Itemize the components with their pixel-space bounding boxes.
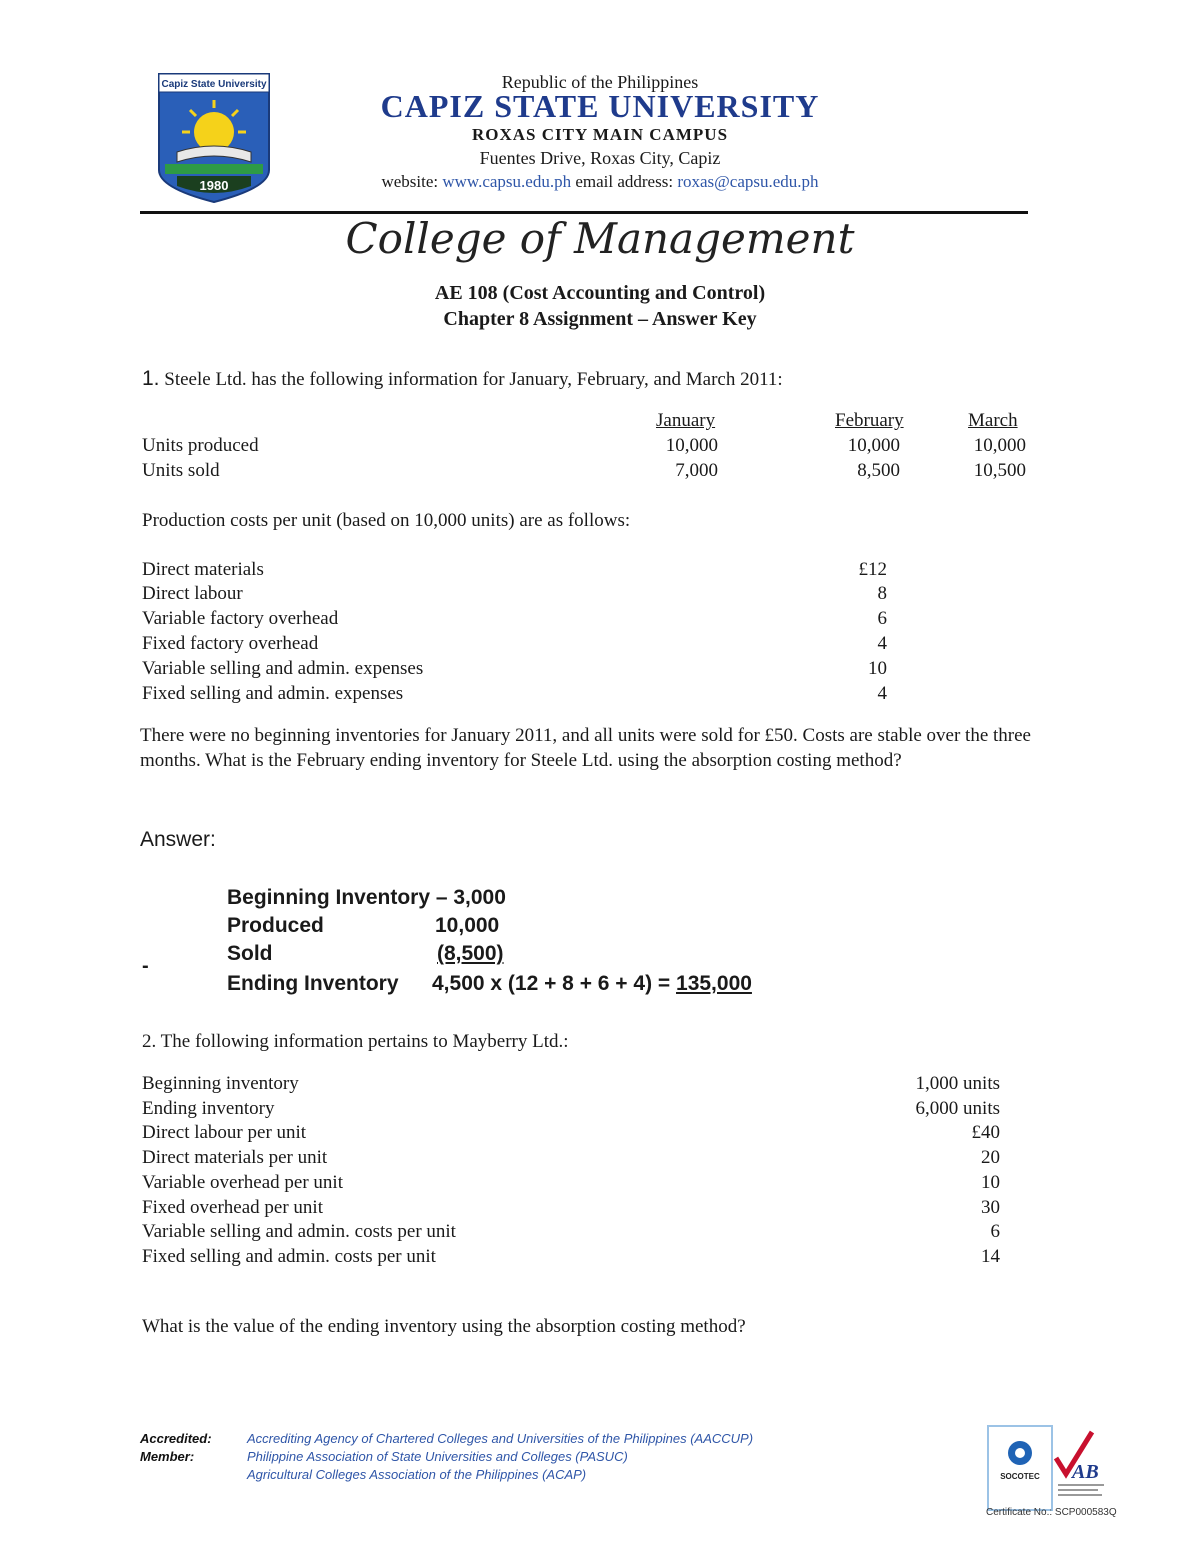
cell-sold-march: 10,500 [973,460,1026,481]
cell-sold-february: 8,500 [857,460,900,481]
q2-item-label: Fixed selling and admin. costs per unit [142,1246,436,1267]
q2-item-label: Direct materials per unit [142,1147,328,1168]
cell-produced-march: 10,000 [973,435,1026,456]
member-organization: Agricultural Colleges Association of the Philippines (ACAP) [247,1467,587,1482]
logo-text: Capiz State University [161,79,267,90]
cost-label: Direct materials [142,559,264,580]
socotec-label: SOCOTEC [1000,1472,1040,1481]
question-1-prompt: There were no beginning inventories for January 2011, and all units were sold for £50. Costs are stable over the three months. What is the February ending inventory for Steele Ltd. using the absorption costing method? [140,725,1031,771]
accreditation-body: Accrediting Agency of Chartered Colleges and Universities of the Philippines (AACCUP) [247,1431,754,1446]
website-link[interactable]: www.capsu.edu.ph [442,172,572,191]
university-logo [155,70,273,205]
question-2-prompt: What is the value of the ending inventory using the absorption costing method? [142,1316,746,1337]
header-republic: Republic of the Philippines [501,72,699,92]
campus-address: Fuentes Drive, Roxas City, Capiz [479,148,721,168]
question-1-number: 1. [142,367,160,390]
accreditation-mark-text: AB [1072,1461,1099,1483]
answer-ending-formula: 4,500 x (12 + 8 + 6 + 4) = [432,972,677,995]
month-header-march: March [968,410,1018,431]
q2-item-value: 10 [981,1172,1000,1193]
row-label-units-sold: Units sold [142,460,220,481]
answer-ending-value: 135,000 [676,972,752,995]
certificate-number: Certificate No.: SCP000583Q [986,1507,1117,1518]
question-2-intro: 2. The following information pertains to Mayberry Ltd.: [142,1031,569,1052]
campus-name: ROXAS CITY MAIN CAMPUS [471,125,729,144]
answer-beginning-inventory: Beginning Inventory – 3,000 [227,886,506,909]
q2-item-value: 14 [981,1246,1000,1267]
q2-item-label: Ending inventory [142,1098,275,1119]
question-1-intro [142,366,783,392]
answer-ending-label: Ending Inventory [227,972,399,995]
cost-value: £12 [858,559,887,580]
socotec-certification-badge [987,1425,1053,1511]
cell-produced-february: 10,000 [847,435,900,456]
answer-label: Answer: [140,828,216,851]
cost-value: 4 [877,683,887,704]
answer-sold-label: Sold [227,942,273,965]
answer-ending-calculation [432,972,752,996]
q2-item-value: £40 [971,1122,1000,1143]
cost-label: Fixed selling and admin. expenses [142,683,404,704]
q2-item-label: Fixed overhead per unit [142,1197,323,1218]
q2-item-label: Beginning inventory [142,1073,299,1094]
cost-label: Variable factory overhead [142,608,339,629]
month-header-february: February [835,410,904,431]
logo-year: 1980 [199,178,229,193]
email-link[interactable]: roxas@capsu.edu.ph [677,172,819,191]
costs-intro: Production costs per unit (based on 10,000 units) are as follows: [142,510,631,531]
cell-produced-january: 10,000 [665,435,718,456]
q2-item-label: Variable selling and admin. costs per unit [142,1221,456,1242]
contact-line [330,172,870,192]
uk-accreditation-mark-icon [1052,1428,1112,1508]
college-name: College of Management [345,214,855,263]
socotec-logo-icon [989,1427,1051,1509]
answer-produced-value: 10,000 [435,914,500,937]
cost-value: 10 [868,658,887,679]
cost-label: Variable selling and admin. expenses [142,658,424,679]
cost-label: Fixed factory overhead [142,633,319,654]
answer-sold-value: (8,500) [437,942,504,965]
answer-marker: - [142,955,149,977]
q2-item-value: 6,000 units [915,1098,1000,1119]
q2-item-value: 6 [990,1221,1000,1242]
cost-value: 8 [877,583,887,604]
month-header-january: January [656,410,716,431]
q2-item-label: Direct labour per unit [142,1122,307,1143]
q2-item-value: 30 [981,1197,1000,1218]
accredited-label: Accredited: [140,1431,212,1446]
email-label: email address: [575,172,674,191]
cost-label: Direct labour [142,583,243,604]
website-label: website: [381,172,439,191]
course-title: AE 108 (Cost Accounting and Control) [434,282,766,304]
row-label-units-produced: Units produced [142,435,259,456]
q2-item-value: 1,000 units [915,1073,1000,1094]
q2-item-label: Variable overhead per unit [142,1172,343,1193]
q2-item-value: 20 [981,1147,1000,1168]
assignment-title: Chapter 8 Assignment – Answer Key [443,308,757,330]
member-label: Member: [140,1449,195,1464]
cost-value: 6 [877,608,887,629]
cell-sold-january: 7,000 [675,460,718,481]
university-name: CAPIZ STATE UNIVERSITY [380,88,820,124]
cost-value: 4 [877,633,887,654]
member-organization: Philippine Association of State Universities and Colleges (PASUC) [247,1449,628,1464]
question-1-text: Steele Ltd. has the following information for January, February, and March 2011: [164,369,783,390]
answer-produced-label: Produced [227,914,324,937]
